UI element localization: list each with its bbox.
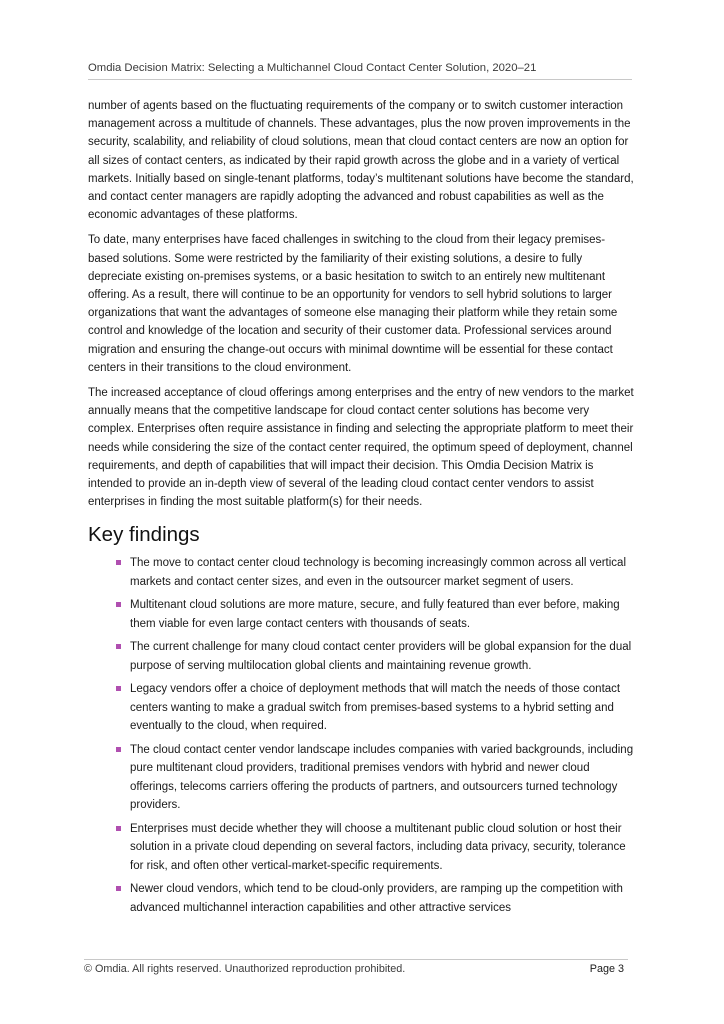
list-item-text: Enterprises must decide whether they will choose a multitenant public cloud solution or host their solution in a private cloud depending on several factors, including data privacy, security, tolerance for risk, and often other vertical-market-specific requirements.: [130, 822, 626, 872]
page-body: [88, 97, 636, 922]
list-item-text: Newer cloud vendors, which tend to be cloud-only providers, are ramping up the competition with advanced multichannel interaction capabilities and other attractive services: [130, 883, 623, 914]
list-item: [130, 596, 636, 633]
square-bullet-icon: [116, 747, 121, 752]
running-header: Omdia Decision Matrix: Selecting a Multichannel Cloud Contact Center Solution, 2020–21: [88, 62, 632, 80]
body-paragraph: The increased acceptance of cloud offerings among enterprises and the entry of new vendors to the market annually means that the competitive landscape for cloud contact center solutions has become very complex. Enterprises often require assistance in finding and selecting the appropriate platform to meet their needs while considering the size of the contact center required, the optimum speed of deployment, channel requirements, and depth of capabilities that will impact their decision. This Omdia Decision Matrix is intended to provide an in-depth view of several of the leading cloud contact center vendors to assist enterprises in finding the most suitable platform(s) for their needs.: [88, 387, 634, 509]
list-item: [130, 741, 636, 815]
list-item-text: The move to contact center cloud technology is becoming increasingly common across all vertical markets and contact center sizes, and even in the outsourcer market segment of users.: [130, 557, 627, 588]
list-item: [130, 820, 636, 876]
page-footer: [84, 959, 628, 975]
copyright-notice: © Omdia. All rights reserved. Unauthorized reproduction prohibited.: [84, 963, 406, 975]
square-bullet-icon: [116, 826, 121, 831]
page-number: Page 3: [589, 963, 624, 975]
square-bullet-icon: [116, 886, 121, 891]
key-findings-heading: Key findings: [88, 523, 200, 547]
square-bullet-icon: [116, 560, 121, 565]
square-bullet-icon: [116, 644, 121, 649]
list-item-text: The cloud contact center vendor landscape includes companies with varied backgrounds, including pure multitenant cloud providers, traditional premises vendors with hybrid and newer cloud offerings, telecoms carriers offering the products of partners, and outsourcers turned technology providers.: [130, 743, 634, 812]
list-item: [130, 680, 636, 736]
square-bullet-icon: [116, 686, 121, 691]
body-paragraph: To date, many enterprises have faced challenges in switching to the cloud from their legacy premises-based solutions. Some were restricted by the familiarity of their existing solutions, a desire to fully depreciate existing on-premises systems, or a basic hesitation to switch to an entirely new multitenant offering. As a result, there will continue to be an opportunity for vendors to sell hybrid solutions to larger organizations that want the advantages of someone else managing their platform while they retain some control and knowledge of the location and security of their customer data. Professional services around migration and ensuring the change-out occurs with minimal downtime will be essential for these contact centers in their transitions to the cloud environment.: [88, 234, 618, 374]
list-item-text: The current challenge for many cloud contact center providers will be global expansion for the dual purpose of serving multilocation global clients and maintaining revenue growth.: [130, 641, 632, 672]
list-item-text: Legacy vendors offer a choice of deployment methods that will match the needs of those contact centers wanting to make a gradual switch from premises-based systems to a hybrid setting and eventually to the cloud, when required.: [130, 683, 621, 733]
body-paragraph: number of agents based on the fluctuating requirements of the company or to switch customer interaction management across a multitude of channels. These advantages, plus the now proven improvements in the security, scalability, and reliability of cloud solutions, mean that cloud contact centers are now an option for all sizes of contact centers, as indicated by their rapid growth across the globe and in a variety of vertical markets. Initially based on single-tenant platforms, today’s multitenant solutions have become the standard, and contact center managers are rapidly adopting the advanced and robust capabilities as well as the economic advantages of these platforms.: [88, 100, 634, 222]
list-item-text: Multitenant cloud solutions are more mature, secure, and fully featured than ever before, making them viable for even large contact centers with thousands of seats.: [130, 599, 620, 630]
list-item: [130, 880, 636, 917]
list-item: [130, 638, 636, 675]
key-findings-list: [88, 554, 636, 917]
list-item: [130, 554, 636, 591]
square-bullet-icon: [116, 602, 121, 607]
